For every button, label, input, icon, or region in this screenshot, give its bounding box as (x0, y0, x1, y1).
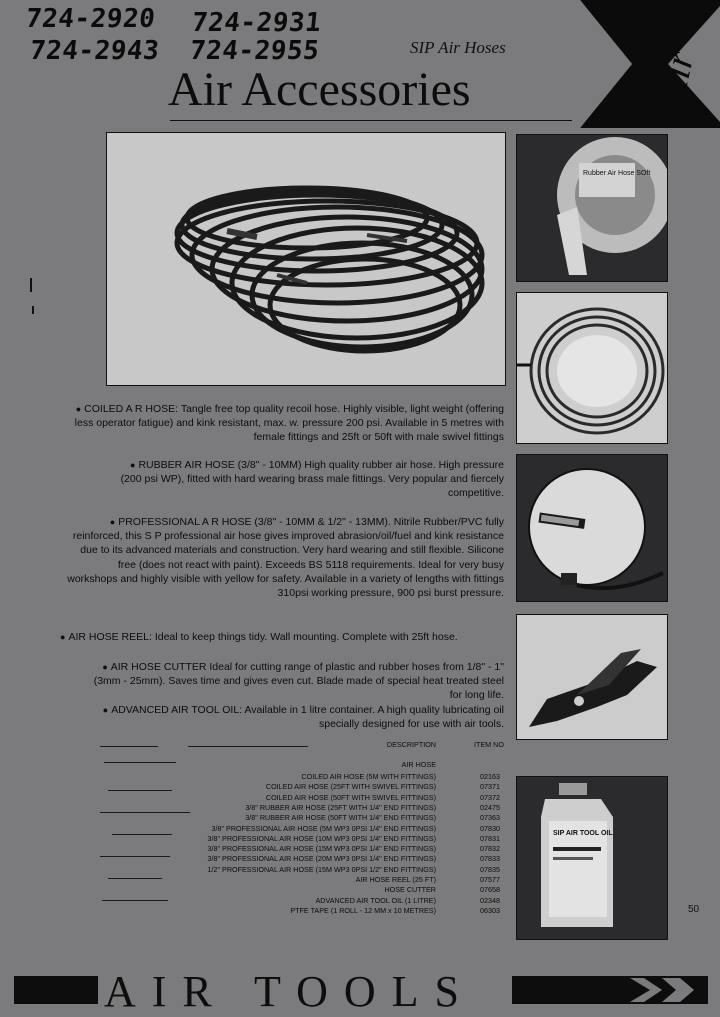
margin-mark-2 (32, 306, 34, 314)
table-section-label: AIR HOSE (401, 760, 436, 769)
rubber-text: High quality rubber air hose. High pressure (200 psi WP), fitted with hard wearing brass male fittings. Very popular and fiercely competitive. (120, 459, 504, 500)
row-item-number: 07371 (480, 782, 500, 792)
row-item-number: 07833 (480, 854, 500, 864)
reel-text: Ideal to keep things tidy. Wall mounting. Complete with 25ft hose. (154, 631, 458, 643)
row-description: 3/8" PROFESSIONAL AIR HOSE (10M WP3 0PSI 1/4" END FITTINGS) (207, 833, 436, 843)
row-item-number: 07363 (480, 813, 500, 823)
oil-heading: ADVANCED AIR TOOL OIL: (111, 704, 243, 716)
rubber-hose-label: Rubber Air Hose SOft (583, 170, 651, 177)
row-description: 3/8" PROFESSIONAL AIR HOSE (5M WP3 0PSI 1/4" END FITTINGS) (211, 823, 436, 833)
corner-logo-text: air (648, 46, 703, 102)
row-description: HOSE CUTTER (384, 885, 436, 895)
margin-mark-1 (30, 278, 32, 292)
row-description: 3/8" RUBBER AIR HOSE (50FT WITH 1/4" END FITTINGS) (245, 813, 436, 823)
professional-heading: PROFESSIONAL A R HOSE (3/8" - 10MM & 1/2" - 13MM). (118, 516, 391, 528)
row-item-number: 07577 (480, 875, 500, 884)
row-description: 3/8" RUBBER AIR HOSE (25FT WITH 1/4" END FITTINGS) (245, 802, 436, 812)
oil-text: Available in 1 litre container. A high quality lubricating oil specially designed for use with air tools. (244, 704, 504, 731)
header-item: ITEM NO (474, 740, 504, 749)
footer-title: AIR TOOLS (104, 967, 475, 1016)
coiled-text: Tangle free top quality recoil hose. Highly visible, light weight (offering less operator fatigue) and kink resistant, max. w. pressure 200 psi. Available in 5 metres with female fittings and 25ft or 50ft with male swivel fittings (74, 403, 504, 444)
row-description: 3/8" PROFESSIONAL AIR HOSE (20M WP3 0PSI 1/4" END FITTINGS) (207, 854, 436, 864)
coiled-hose-photo (106, 132, 506, 386)
hose-cutter-description: ● AIR HOSE CUTTER Ideal for cutting range of plastic and rubber hoses from 1/8" - 1" (3mm - 25mm). Saves time and gives even cut. Blade made of special heat treated steel for long life. (93, 661, 504, 702)
row-description: 1/2" PROFESSIONAL AIR HOSE (15M WP3 0PSI 1/2" END FITTINGS) (207, 864, 436, 874)
professional-hose-photo (516, 292, 668, 444)
corner-x-logo (572, 0, 720, 128)
row-item-number: 07832 (480, 844, 500, 854)
hose-reel-photo (516, 454, 668, 602)
series-label: SIP Air Hoses (410, 38, 506, 57)
header-description: DESCRIPTION (386, 740, 436, 749)
cutter-heading: AIR HOSE CUTTER (110, 661, 207, 673)
oil-label: SIP AIR TOOL OIL (553, 830, 613, 837)
hose-reel-description: ● AIR HOSE REEL: Ideal to keep things tidy. Wall mounting. Complete with 25ft hose. (60, 631, 458, 643)
page-number: 50 (688, 904, 700, 915)
cutter-text: Ideal for cutting range of plastic and rubber hoses from 1/8" - 1" (3mm - 25mm). Saves time and gives even cut. Blade made of special heat treated steel for long life. (93, 661, 504, 702)
row-item-number: 02163 (480, 772, 500, 781)
row-item-number: 02475 (480, 802, 500, 812)
row-item-number: 07835 (480, 864, 500, 874)
table-row (0, 906, 720, 917)
product-table (0, 736, 720, 926)
handwritten-code-4: 724-2955 (188, 36, 321, 66)
rubber-hose-photo (516, 134, 668, 282)
row-description: 3/8" PROFESSIONAL AIR HOSE (15M WP3 0PSI 1/4" END FITTINGS) (207, 844, 436, 854)
row-description: COILED AIR HOSE (5M WITH FITTINGS) (301, 772, 436, 781)
row-description: COILED AIR HOSE (25FT WITH SWIVEL FITTINGS) (265, 782, 436, 792)
hose-cutter-photo (516, 614, 668, 740)
row-item-number: 02348 (480, 895, 500, 905)
coiled-hose-description: ● COILED A R HOSE: Tangle free top quality recoil hose. Highly visible, light weight (offering less operator fatigue) and kink resistant, max. w. pressure 200 psi. Available in 5 metres with female fittings and 25ft or 50ft with male swivel fittings (74, 403, 504, 444)
professional-hose-description: ● PROFESSIONAL A R HOSE (3/8" - 10MM & 1/2" - 13MM). Nitrile Rubber/PVC fully reinforced, this S P professional air hose gives improved abrasion/oil/fuel and kink resistance due to its advanced materials and construction. Very hard wearing and still flexible. Silicone free (does not react with paint). Exceeds BS 5118 requirements. Ideal for very busy workshops and highly visible with yellow for safety. Available in a variety of lengths with fittings 310psi working pressure, 900 psi burst pressure. (67, 516, 504, 600)
row-item-number: 07658 (480, 885, 500, 895)
row-description: COILED AIR HOSE (50FT WITH SWIVEL FITTINGS) (265, 792, 436, 802)
row-item-number: 07372 (480, 792, 500, 802)
row-description: ADVANCED AIR TOOL OIL (1 LITRE) (315, 895, 436, 905)
row-description: AIR HOSE REEL (25 FT) (355, 875, 436, 884)
row-item-number: 07831 (480, 833, 500, 843)
handwritten-code-3: 724-2943 (28, 36, 161, 66)
handwritten-code-2: 724-2931 (190, 8, 323, 38)
rubber-hose-description: ● RUBBER AIR HOSE (3/8" - 10MM) High quality rubber air hose. High pressure (200 psi WP), fitted with hard wearing brass male fittings. Very popular and fiercely competitive. (120, 459, 504, 500)
row-item-number: 07830 (480, 823, 500, 833)
row-description: PTFE TAPE (1 ROLL - 12 MM x 10 METRES) (290, 905, 436, 915)
handwritten-code-1: 724-2920 (24, 4, 157, 34)
footer-left-bar (14, 976, 98, 1004)
rubber-heading: RUBBER AIR HOSE (3/8" - 10MM) (138, 459, 302, 471)
coiled-heading: COILED A R HOSE: (84, 403, 179, 415)
tool-oil-description: ● ADVANCED AIR TOOL OIL: Available in 1 litre container. A high quality lubricating oil specially designed for use with air tools. (102, 704, 504, 731)
reel-heading: AIR HOSE REEL: (68, 631, 152, 643)
row-item-number: 06303 (480, 905, 500, 915)
footer-x-logo (512, 976, 708, 1004)
professional-text: Nitrile Rubber/PVC fully reinforced, this S P professional air hose gives improved abrasion/oil/fuel and kink resistance due to its advanced materials and construction. Very hard wearing and still flexible. Silicone free (does not react with paint). Exceeds BS 5118 requirements. Ideal for very busy workshops and highly visible with yellow for safety. Available in a variety of lengths with fittings 310psi working pressure, 900 psi burst pressure. (67, 516, 504, 600)
page-title: Air Accessories (168, 63, 471, 116)
